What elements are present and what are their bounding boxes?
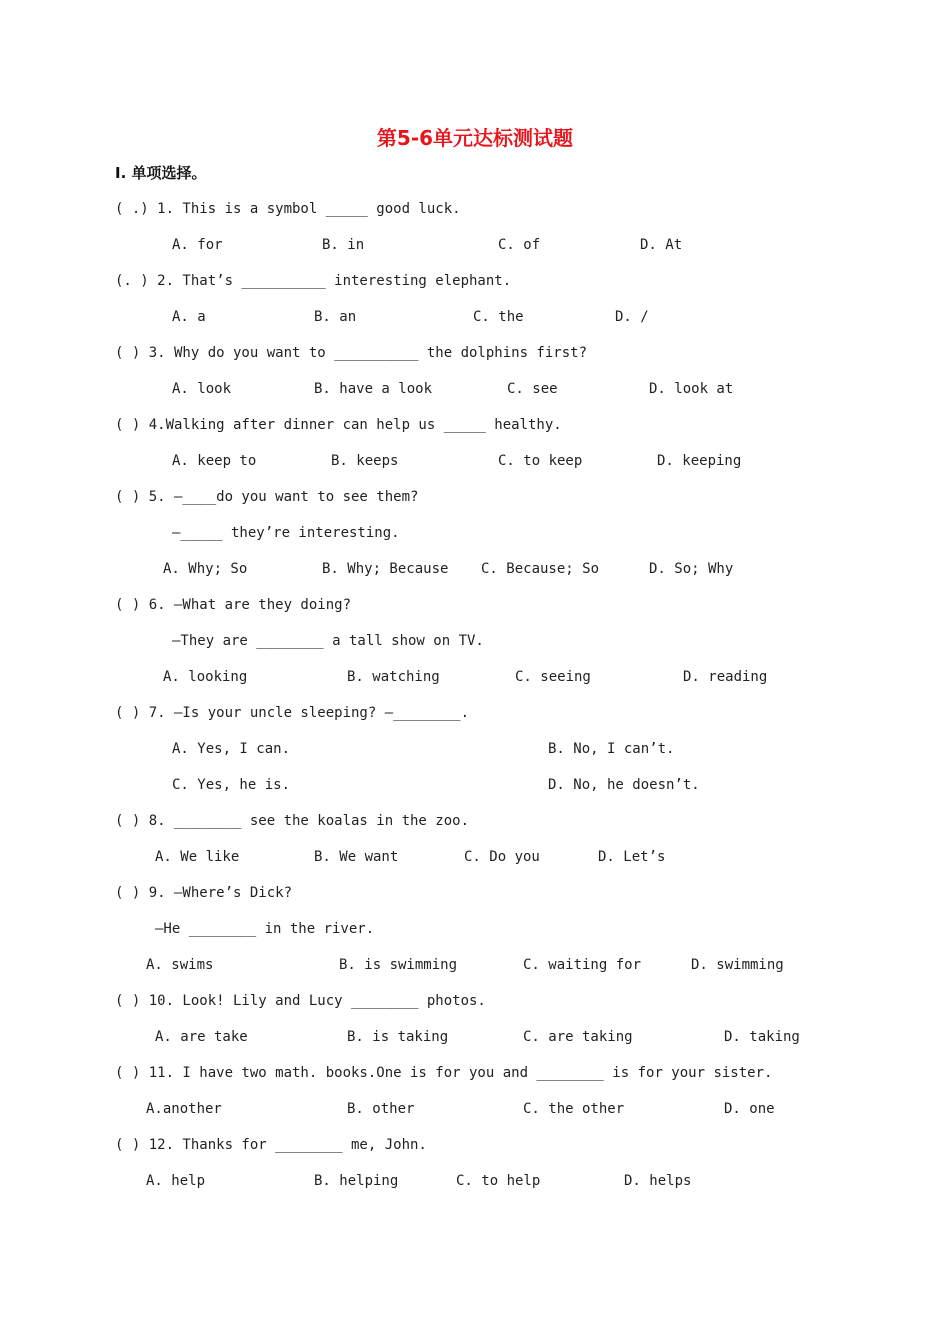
- question-stem: ( ) 9. —Where’s Dick?: [115, 885, 293, 901]
- option-c: C. to keep: [498, 453, 583, 469]
- option-c: C. Yes, he is.: [172, 777, 291, 793]
- option-d: D. So; Why: [649, 561, 734, 577]
- option-c: C. Because; So: [481, 561, 600, 577]
- option-d: D. one: [724, 1101, 775, 1117]
- option-c: C. the other: [523, 1101, 625, 1117]
- option-b: B. No, I can’t.: [548, 741, 675, 757]
- option-a: A. are take: [155, 1029, 248, 1045]
- option-b: B. We want: [314, 849, 399, 865]
- option-d: D. look at: [649, 381, 734, 397]
- option-b: B. an: [314, 309, 357, 325]
- option-b: B. Why; Because: [322, 561, 449, 577]
- question-stem: ( ) 11. I have two math. books.One is for you and ________ is for your sister.: [115, 1065, 773, 1081]
- option-b: B. is taking: [347, 1029, 449, 1045]
- option-a: A.another: [146, 1101, 222, 1117]
- question-stem: (. ) 2. That’s __________ interesting elephant.: [115, 273, 512, 289]
- option-d: D. At: [640, 237, 683, 253]
- option-d: D. keeping: [657, 453, 742, 469]
- option-a: A. We like: [155, 849, 240, 865]
- option-c: C. see: [507, 381, 558, 397]
- question-stem: ( ) 5. —____do you want to see them?: [115, 489, 419, 505]
- option-d: D. taking: [724, 1029, 800, 1045]
- option-b: B. in: [322, 237, 365, 253]
- question-stem: ( .) 1. This is a symbol _____ good luck.: [115, 201, 461, 217]
- question-stem: ( ) 12. Thanks for ________ me, John.: [115, 1137, 427, 1153]
- option-b: B. helping: [314, 1173, 399, 1189]
- option-d: D. helps: [624, 1173, 692, 1189]
- option-c: C. seeing: [515, 669, 591, 685]
- option-c: C. Do you: [464, 849, 540, 865]
- option-b: B. watching: [347, 669, 440, 685]
- option-c: C. of: [498, 237, 541, 253]
- question-response-line: —He ________ in the river.: [155, 921, 375, 937]
- option-a: A. Why; So: [163, 561, 248, 577]
- question-stem: ( ) 3. Why do you want to __________ the dolphins first?: [115, 345, 588, 361]
- section-heading: I. 单项选择。: [115, 164, 207, 182]
- option-a: A. help: [146, 1173, 206, 1189]
- option-a: A. look: [172, 381, 232, 397]
- option-a: A. swims: [146, 957, 214, 973]
- option-a: A. a: [172, 309, 206, 325]
- option-c: C. are taking: [523, 1029, 633, 1045]
- question-stem: ( ) 6. —What are they doing?: [115, 597, 352, 613]
- option-b: B. keeps: [331, 453, 399, 469]
- option-b: B. is swimming: [339, 957, 458, 973]
- question-stem: ( ) 4.Walking after dinner can help us _____ healthy.: [115, 417, 562, 433]
- option-c: C. to help: [456, 1173, 541, 1189]
- page-title: 第5-6单元达标测试题: [376, 126, 574, 150]
- option-d: D. No, he doesn’t.: [548, 777, 700, 793]
- option-b: B. have a look: [314, 381, 433, 397]
- option-b: B. other: [347, 1101, 415, 1117]
- question-stem: ( ) 10. Look! Lily and Lucy ________ photos.: [115, 993, 486, 1009]
- option-d: D. swimming: [691, 957, 784, 973]
- option-c: C. the: [473, 309, 524, 325]
- option-d: D. Let’s: [598, 849, 666, 865]
- question-response-line: —They are ________ a tall show on TV.: [172, 633, 484, 649]
- option-a: A. looking: [163, 669, 248, 685]
- question-response-line: —_____ they’re interesting.: [172, 525, 400, 541]
- option-a: A. Yes, I can.: [172, 741, 291, 757]
- option-d: D. reading: [683, 669, 768, 685]
- option-a: A. for: [172, 237, 223, 253]
- option-d: D. /: [615, 309, 649, 325]
- question-stem: ( ) 8. ________ see the koalas in the zoo.: [115, 813, 470, 829]
- option-c: C. waiting for: [523, 957, 642, 973]
- option-a: A. keep to: [172, 453, 257, 469]
- question-stem: ( ) 7. —Is your uncle sleeping? —________.: [115, 705, 470, 721]
